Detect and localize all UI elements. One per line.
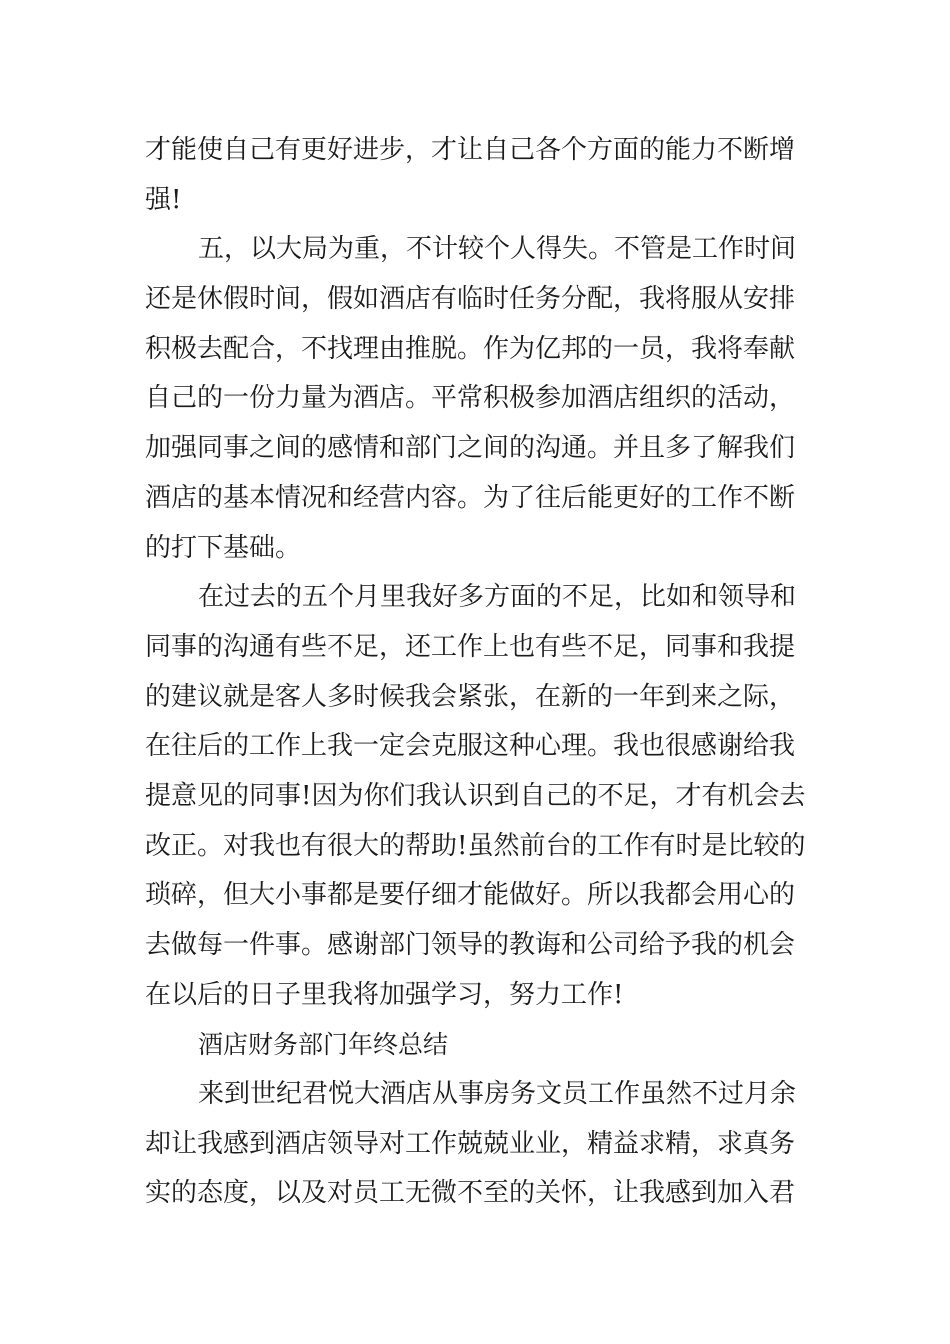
text-line: 在以后的日子里我将加强学习，努力工作! <box>145 979 624 1010</box>
text-line: 改正。对我也有很大的帮助!虽然前台的工作有时是比较的 <box>145 830 806 861</box>
text-line: 自己的一份力量为酒店。平常积极参加酒店组织的活动， <box>145 383 796 414</box>
text-line: 强! <box>145 184 182 215</box>
text-line: 在往后的工作上我一定会克服这种心理。我也很感谢给我 <box>145 731 796 762</box>
text-line: 加强同事之间的感情和部门之间的沟通。并且多了解我们 <box>145 433 796 464</box>
text-line: 还是休假时间，假如酒店有临时任务分配，我将服从安排 <box>145 284 796 315</box>
paragraph-start-line: 五，以大局为重，不计较个人得失。不管是工作时间 <box>198 234 797 265</box>
paragraph-start-line: 来到世纪君悦大酒店从事房务文员工作虽然不过月余 <box>198 1079 797 1110</box>
section-heading: 酒店财务部门年终总结 <box>198 1030 449 1060</box>
text-line: 提意见的同事!因为你们我认识到自己的不足，才有机会去 <box>145 780 806 811</box>
text-line: 却让我感到酒店领导对工作兢兢业业，精益求精，求真务 <box>145 1128 796 1159</box>
text-line: 琐碎，但大小事都是要仔细才能做好。所以我都会用心的 <box>145 880 796 911</box>
text-line: 的建议就是客人多时候我会紧张，在新的一年到来之际， <box>145 681 796 712</box>
paragraph-start-line: 在过去的五个月里我好多方面的不足，比如和领导和 <box>198 582 797 613</box>
text-line: 积极去配合，不找理由推脱。作为亿邦的一员，我将奉献 <box>145 333 796 364</box>
text-line: 实的态度，以及对员工无微不至的关怀，让我感到加入君 <box>145 1178 796 1209</box>
text-line: 的打下基础。 <box>145 532 302 563</box>
text-line: 才能使自己有更好进步，才让自己各个方面的能力不断增 <box>145 135 796 165</box>
text-line: 去做每一件事。感谢部门领导的教诲和公司给予我的机会 <box>145 930 796 960</box>
text-line: 酒店的基本情况和经营内容。为了往后能更好的工作不断 <box>145 482 796 513</box>
text-line: 同事的沟通有些不足，还工作上也有些不足，同事和我提 <box>145 631 796 662</box>
document-body <box>145 126 810 1219</box>
